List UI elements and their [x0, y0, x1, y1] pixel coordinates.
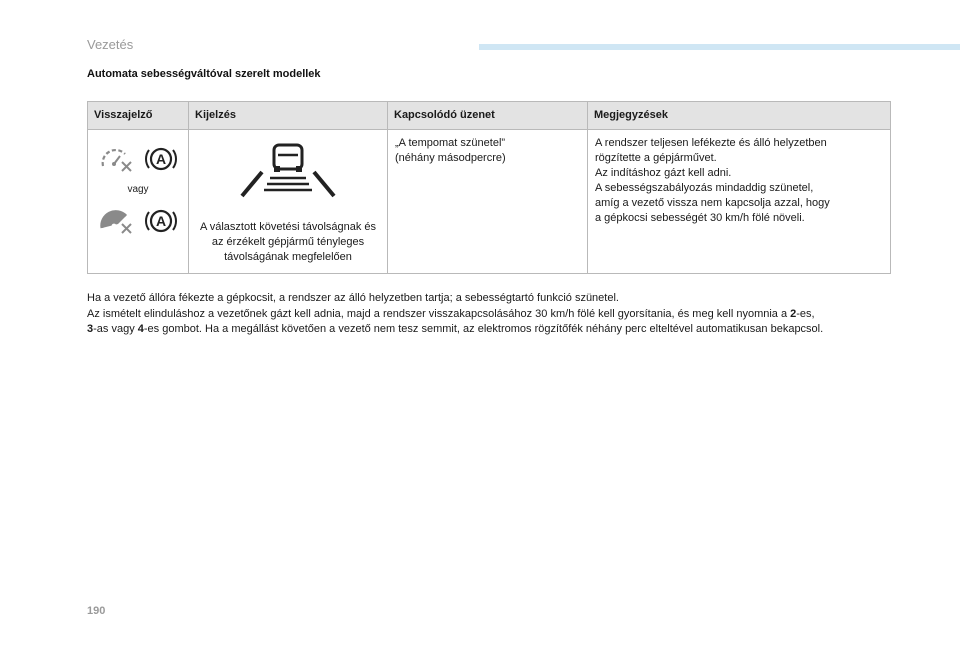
notes-cell — [588, 130, 891, 274]
subtitle: Automata sebességváltóval szerelt modellek — [87, 68, 321, 80]
auto-hold-a-icon — [144, 144, 178, 174]
column-header: Kapcsolódó üzenet — [388, 102, 588, 130]
column-header: Kijelzés — [189, 102, 388, 130]
note-line: amíg a vezető vissza nem kapcsolja azzal, hogy — [595, 197, 830, 209]
note-line: A sebességszabályozás mindaddig szünetel, — [595, 182, 814, 194]
button-number: 2 — [790, 307, 797, 320]
table-header-row — [88, 102, 891, 130]
button-number: 3 — [87, 323, 94, 335]
display-description: A választott követési távolságnak és az érzékelt gépjármű tényleges távolságának megfelelően — [199, 221, 377, 263]
table-row — [88, 130, 891, 274]
body-text-span: -es, — [796, 307, 815, 320]
column-header: Megjegyzések — [588, 102, 891, 130]
vehicle-follow-distance-icon — [240, 142, 336, 198]
indicator-icons-top — [95, 144, 181, 174]
indicator-icons-bottom — [95, 206, 181, 236]
speedometer-cruise-outline-icon — [98, 144, 134, 174]
note-line: a gépkocsi sebességét 30 km/h fölé növeli. — [595, 212, 805, 224]
display-cell — [189, 130, 388, 274]
column-header: Visszajelző — [88, 102, 189, 130]
auto-hold-a-icon — [144, 206, 178, 236]
body-text-span: Az ismételt elinduláshoz a vezetőnek gázt kell adnia, majd a rendszer visszakapcsolásához 30 km/h fölé kell gyorsítania, és meg kell nyomnia a — [87, 307, 791, 320]
separator-text: vagy — [127, 184, 149, 195]
indicator-cell — [88, 130, 189, 274]
message-cell — [388, 130, 588, 274]
section-title: Vezetés — [87, 37, 134, 52]
body-line — [87, 307, 897, 323]
indicator-table — [87, 101, 891, 274]
page-number: 190 — [87, 605, 106, 617]
note-line: rögzítette a gépjárművet. — [595, 152, 717, 164]
message-duration: (néhány másodpercre) — [395, 152, 506, 164]
body-paragraph — [87, 291, 897, 338]
body-text-span: -as vagy — [93, 323, 138, 335]
body-line: Ha a vezető állóra fékezte a gépkocsit, a rendszer az álló helyzetben tartja; a sebességtartó funkció szünetel. — [87, 292, 619, 304]
button-number: 4 — [137, 323, 144, 335]
body-text-span: -es gombot. Ha a megállást követően a vezető nem tesz semmit, az elektromos rögzítőfék néhány perc elteltével automatikusan bekapcsol. — [143, 323, 824, 335]
note-line: Az indításhoz gázt kell adni. — [595, 167, 732, 179]
svg-text:A: A — [155, 151, 167, 167]
svg-text:A: A — [155, 213, 167, 229]
note-line: A rendszer teljesen lefékezte és álló helyzetben — [595, 137, 827, 149]
header-accent-bar — [479, 44, 960, 50]
body-line — [87, 322, 897, 338]
speedometer-cruise-filled-icon — [98, 206, 134, 236]
message-text: „A tempomat szünetel” — [395, 137, 506, 149]
